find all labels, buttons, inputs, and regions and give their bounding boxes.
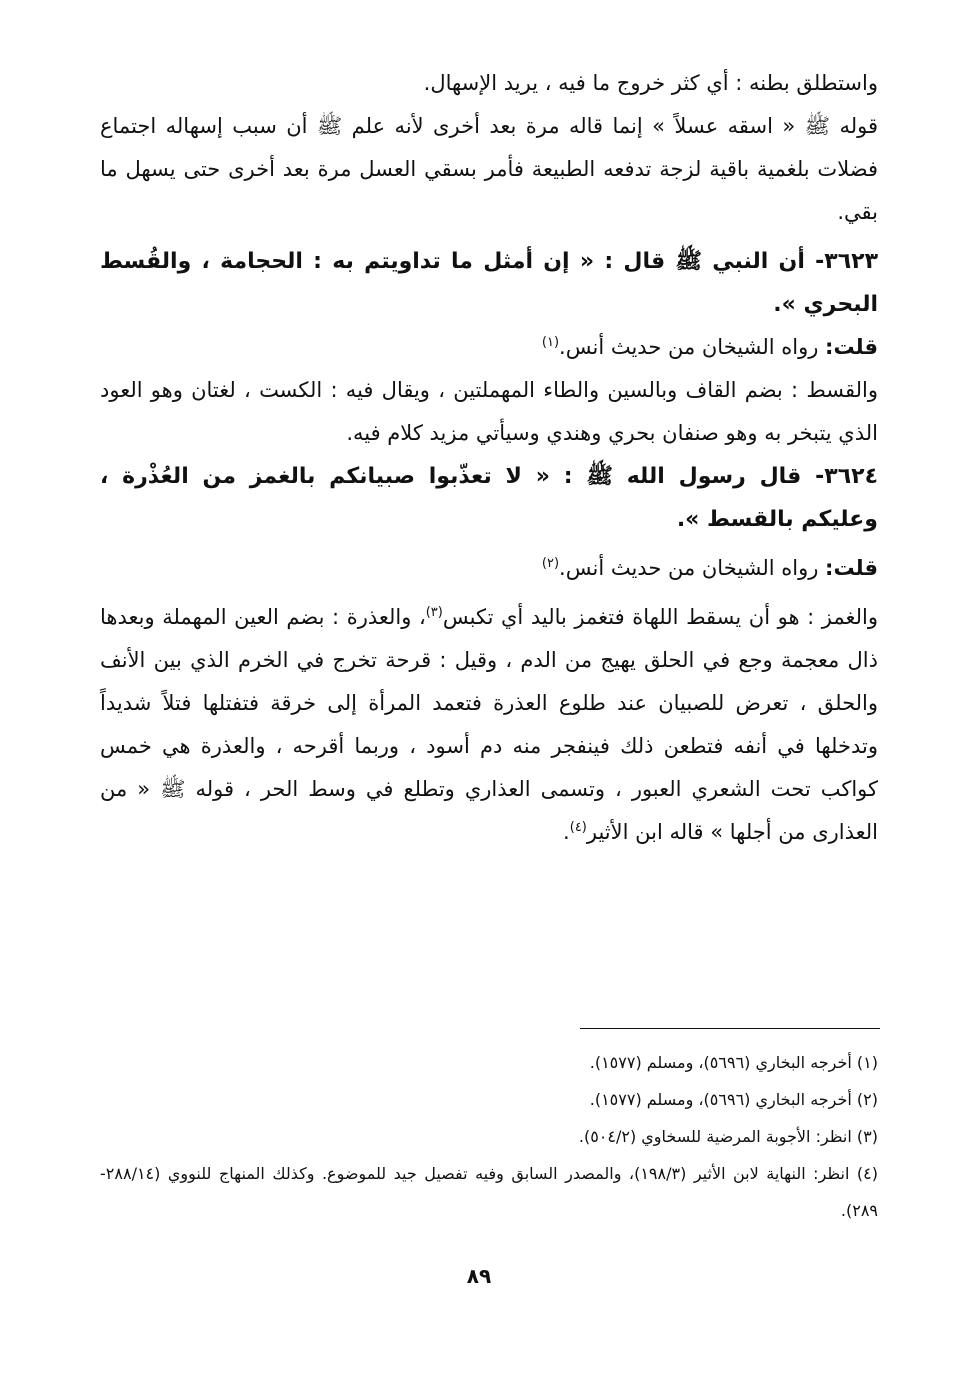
qultu-label: قلت: — [825, 556, 878, 580]
commentary-text: رواه الشيخان من حديث أنس. — [559, 556, 826, 580]
main-text — [100, 62, 878, 854]
ghamz-text-b: ، والعذرة : بضم العين المهملة وبعدها ذال معجمة وجع في الحلق يهيج من الدم ، وقيل : قرحة تخرج في الخرم الذي بين الأنف والحلق ، تعرض للصبيان عند طلوع العذرة فتعمد المرأة إلى خرقة فتفتلها فتلاً شديداً وتدخلها في أنفه فتطعن ذلك فينفجر منه دم أسود ، وربما أقرحه ، والعذرة هي خمس كواكب تحت الشعري العبور ، وتسمى العذاري وتطلع في وسط الحر ، قوله ﷺ « من العذارى من أجلها » قاله ابن الأثير — [100, 605, 878, 844]
paragraph-qust: والقسط : بضم القاف وبالسين والطاء المهملتين ، ويقال فيه : الكست ، لغتان وهو العود الذي يتبخر به وهو صنفان بحري وهندي وسيأتي مزيد كلام فيه. — [100, 378, 878, 445]
footnote-ref-2[interactable]: (٢) — [541, 556, 560, 571]
footnote-3: (٣) انظر: الأجوبة المرضية للسخاوي (٥٠٤/٢). — [578, 1127, 878, 1146]
footnote-1: (١) أخرجه البخاري (٥٦٩٦)، ومسلم (١٥٧٧). — [589, 1053, 878, 1072]
footnote-ref-3[interactable]: (٣) — [425, 605, 443, 620]
hadith-3623: ٣٦٢٣- أن النبي ﷺ قال : « إن أمثل ما تداويتم به : الحجامة ، والقُسط البحري ». — [100, 249, 878, 317]
footnotes — [100, 1044, 878, 1229]
footnote-divider — [580, 1028, 880, 1029]
footnote-4: (٤) انظر: النهاية لابن الأثير (١٩٨/٣)، والمصدر السابق وفيه تفصيل جيد للموضوع. وكذلك المنهاج للنووي (٢٨٨/١٤- ٢٨٩). — [100, 1164, 878, 1220]
ghamz-text-a: والغمز : هو أن يسقط اللهاة فتغمز باليد أي تكبس — [442, 605, 878, 629]
commentary-3624 — [100, 547, 878, 590]
ghamz-end: . — [563, 820, 570, 844]
commentary-3623 — [100, 326, 878, 369]
paragraph-ghamz — [100, 596, 878, 854]
qultu-label: قلت: — [825, 335, 878, 359]
footnote-ref-4[interactable]: (٤) — [569, 820, 587, 835]
page-number: ٨٩ — [466, 1264, 492, 1288]
hadith-3624: ٣٦٢٤- قال رسول الله ﷺ : « لا تعذّبوا صبيانكم بالغمز من العُذْرة ، وعليكم بالقسط ». — [100, 464, 878, 532]
footnote-2: (٢) أخرجه البخاري (٥٦٩٦)، ومسلم (١٥٧٧). — [589, 1090, 878, 1109]
footnote-ref-1[interactable]: (١) — [541, 335, 560, 350]
paragraph-honey-explanation: قوله ﷺ « اسقه عسلاً » إنما قاله مرة بعد أخرى لأنه علم ﷺ أن سبب إسهاله اجتماع فضلات بلغمية باقية لزجة تدفعه الطبيعة فأمر بسقي العسل مرة بعد أخرى حتى يسهل ما بقي. — [100, 114, 878, 224]
paragraph-istitlaq: واستطلق بطنه : أي كثر خروج ما فيه ، يريد الإسهال. — [423, 71, 878, 95]
commentary-text: رواه الشيخان من حديث أنس. — [559, 335, 826, 359]
